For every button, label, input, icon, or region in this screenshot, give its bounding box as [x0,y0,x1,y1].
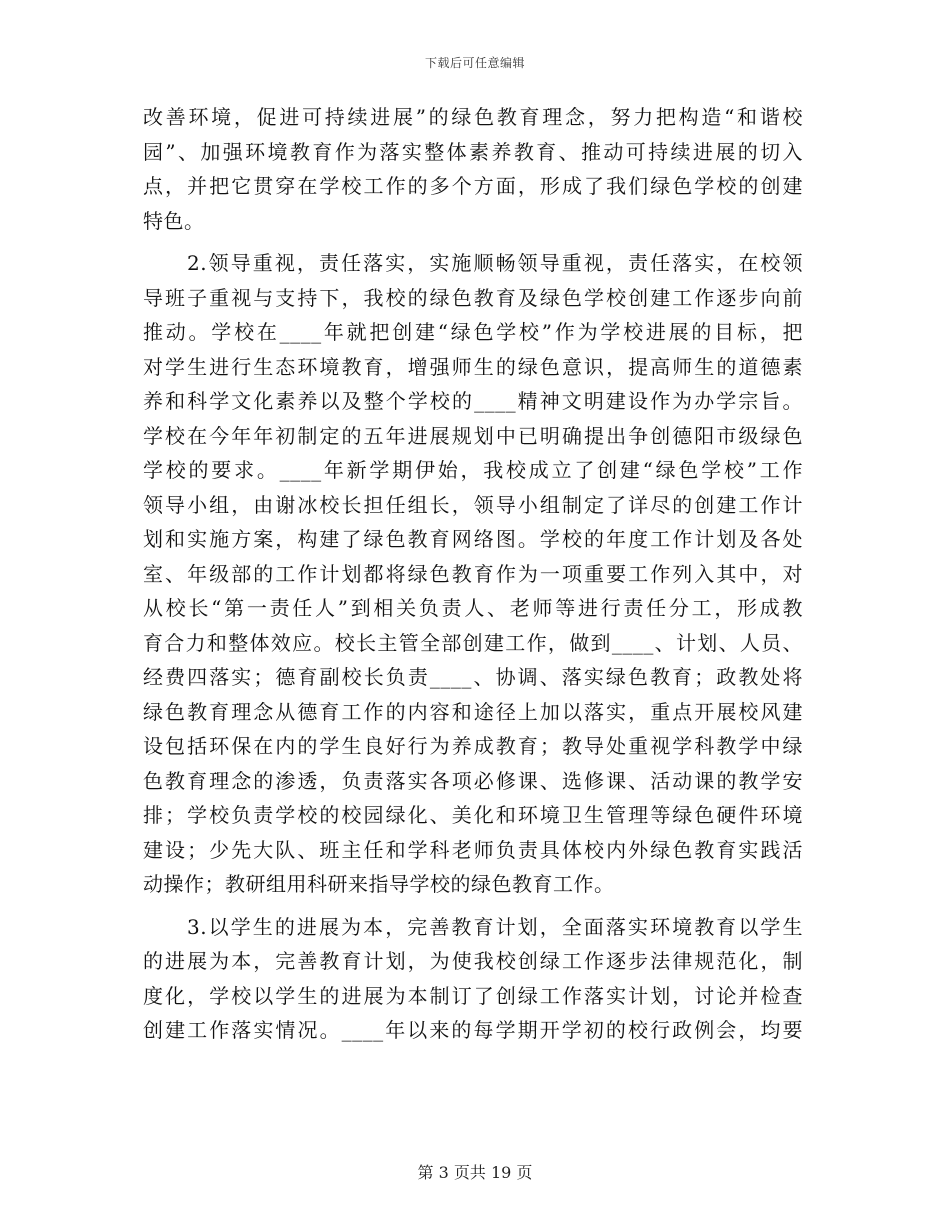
text-line: 排；学校负责学校的校园绿化、美化和环境卫生管理等绿色硬件环境 [143,803,803,827]
text-line: 特色。 [143,208,205,233]
text-line: 建设；少先大队、班主任和学科老师负责具体校内外绿色教育实践活 [143,837,803,862]
text-line: 学校在今年年初制定的五年进展规划中已明确提出争创德阳市级绿色 [143,423,803,448]
text-line: 划和实施方案，构建了绿色教育网络图。学校的年度工作计划及各处 [143,527,803,551]
text-line: 推动。学校在____年就把创建“绿色学校”作为学校进展的目标，把 [143,320,803,344]
text-line: 园”、加强环境教育作为落实整体素养教育、推动可持续进展的切入 [143,139,803,164]
paragraph-3 [143,910,803,1048]
text-line: 养和科学文化素养以及整个学校的____精神文明建设作为办学宗旨。 [143,389,803,413]
text-line: 2.领导重视，责任落实，实施顺畅领导重视，责任落实，在校领 [187,251,803,275]
page-header: 下载后可任意编辑 [424,56,525,70]
text-line: 学校的要求。____年新学期伊始，我校成立了创建“绿色学校”工作 [143,458,803,482]
text-line: 育合力和整体效应。校长主管全部创建工作，做到____、计划、人员、 [143,630,803,655]
text-line: 度化，学校以学生的进展为本制订了创绿工作落实计划，讨论并检查 [143,983,803,1008]
text-line: 从校长“第一责任人”到相关负责人、老师等进行责任分工，形成教 [143,596,803,620]
text-line: 室、年级部的工作计划都将绿色教育作为一项重要工作列入其中，对 [143,561,803,586]
page-footer: 第 3 页共 19 页 [417,1163,533,1182]
paragraph-1 [143,100,803,238]
text-line: 点，并把它贯穿在学校工作的多个方面，形成了我们绿色学校的创建 [143,174,803,198]
text-line: 改善环境，促进可持续进展”的绿色教育理念，努力把构造“和谐校 [143,105,803,129]
text-line: 对学生进行生态环境教育，增强师生的绿色意识，提高师生的道德素 [143,354,803,379]
text-line: 动操作；教研组用科研来指导学校的绿色教育工作。 [143,872,615,896]
text-line: 设包括环保在内的学生良好行为养成教育；教导处重视学科教学中绿 [143,734,803,758]
text-line: 创建工作落实情况。____年以来的每学期开学初的校行政例会，均要 [143,1018,803,1042]
text-line: 领导小组，由谢冰校长担任组长，领导小组制定了详尽的创建工作计 [143,492,803,517]
paragraph-2 [143,246,803,902]
text-line: 3.以学生的进展为本，完善教育计划，全面落实环境教育以学生 [187,914,803,939]
text-line: 的进展为本，完善教育计划，为使我校创绿工作逐步法律规范化，制 [143,949,803,973]
text-line: 导班子重视与支持下，我校的绿色教育及绿色学校创建工作逐步向前 [143,285,803,310]
text-line: 绿色教育理念从德育工作的内容和途径上加以落实，重点开展校风建 [143,699,803,724]
document-body [143,100,803,1048]
text-line: 色教育理念的渗透，负责落实各项必修课、选修课、活动课的教学安 [143,768,803,793]
text-line: 经费四落实；德育副校长负责____、协调、落实绿色教育；政教处将 [143,665,803,689]
